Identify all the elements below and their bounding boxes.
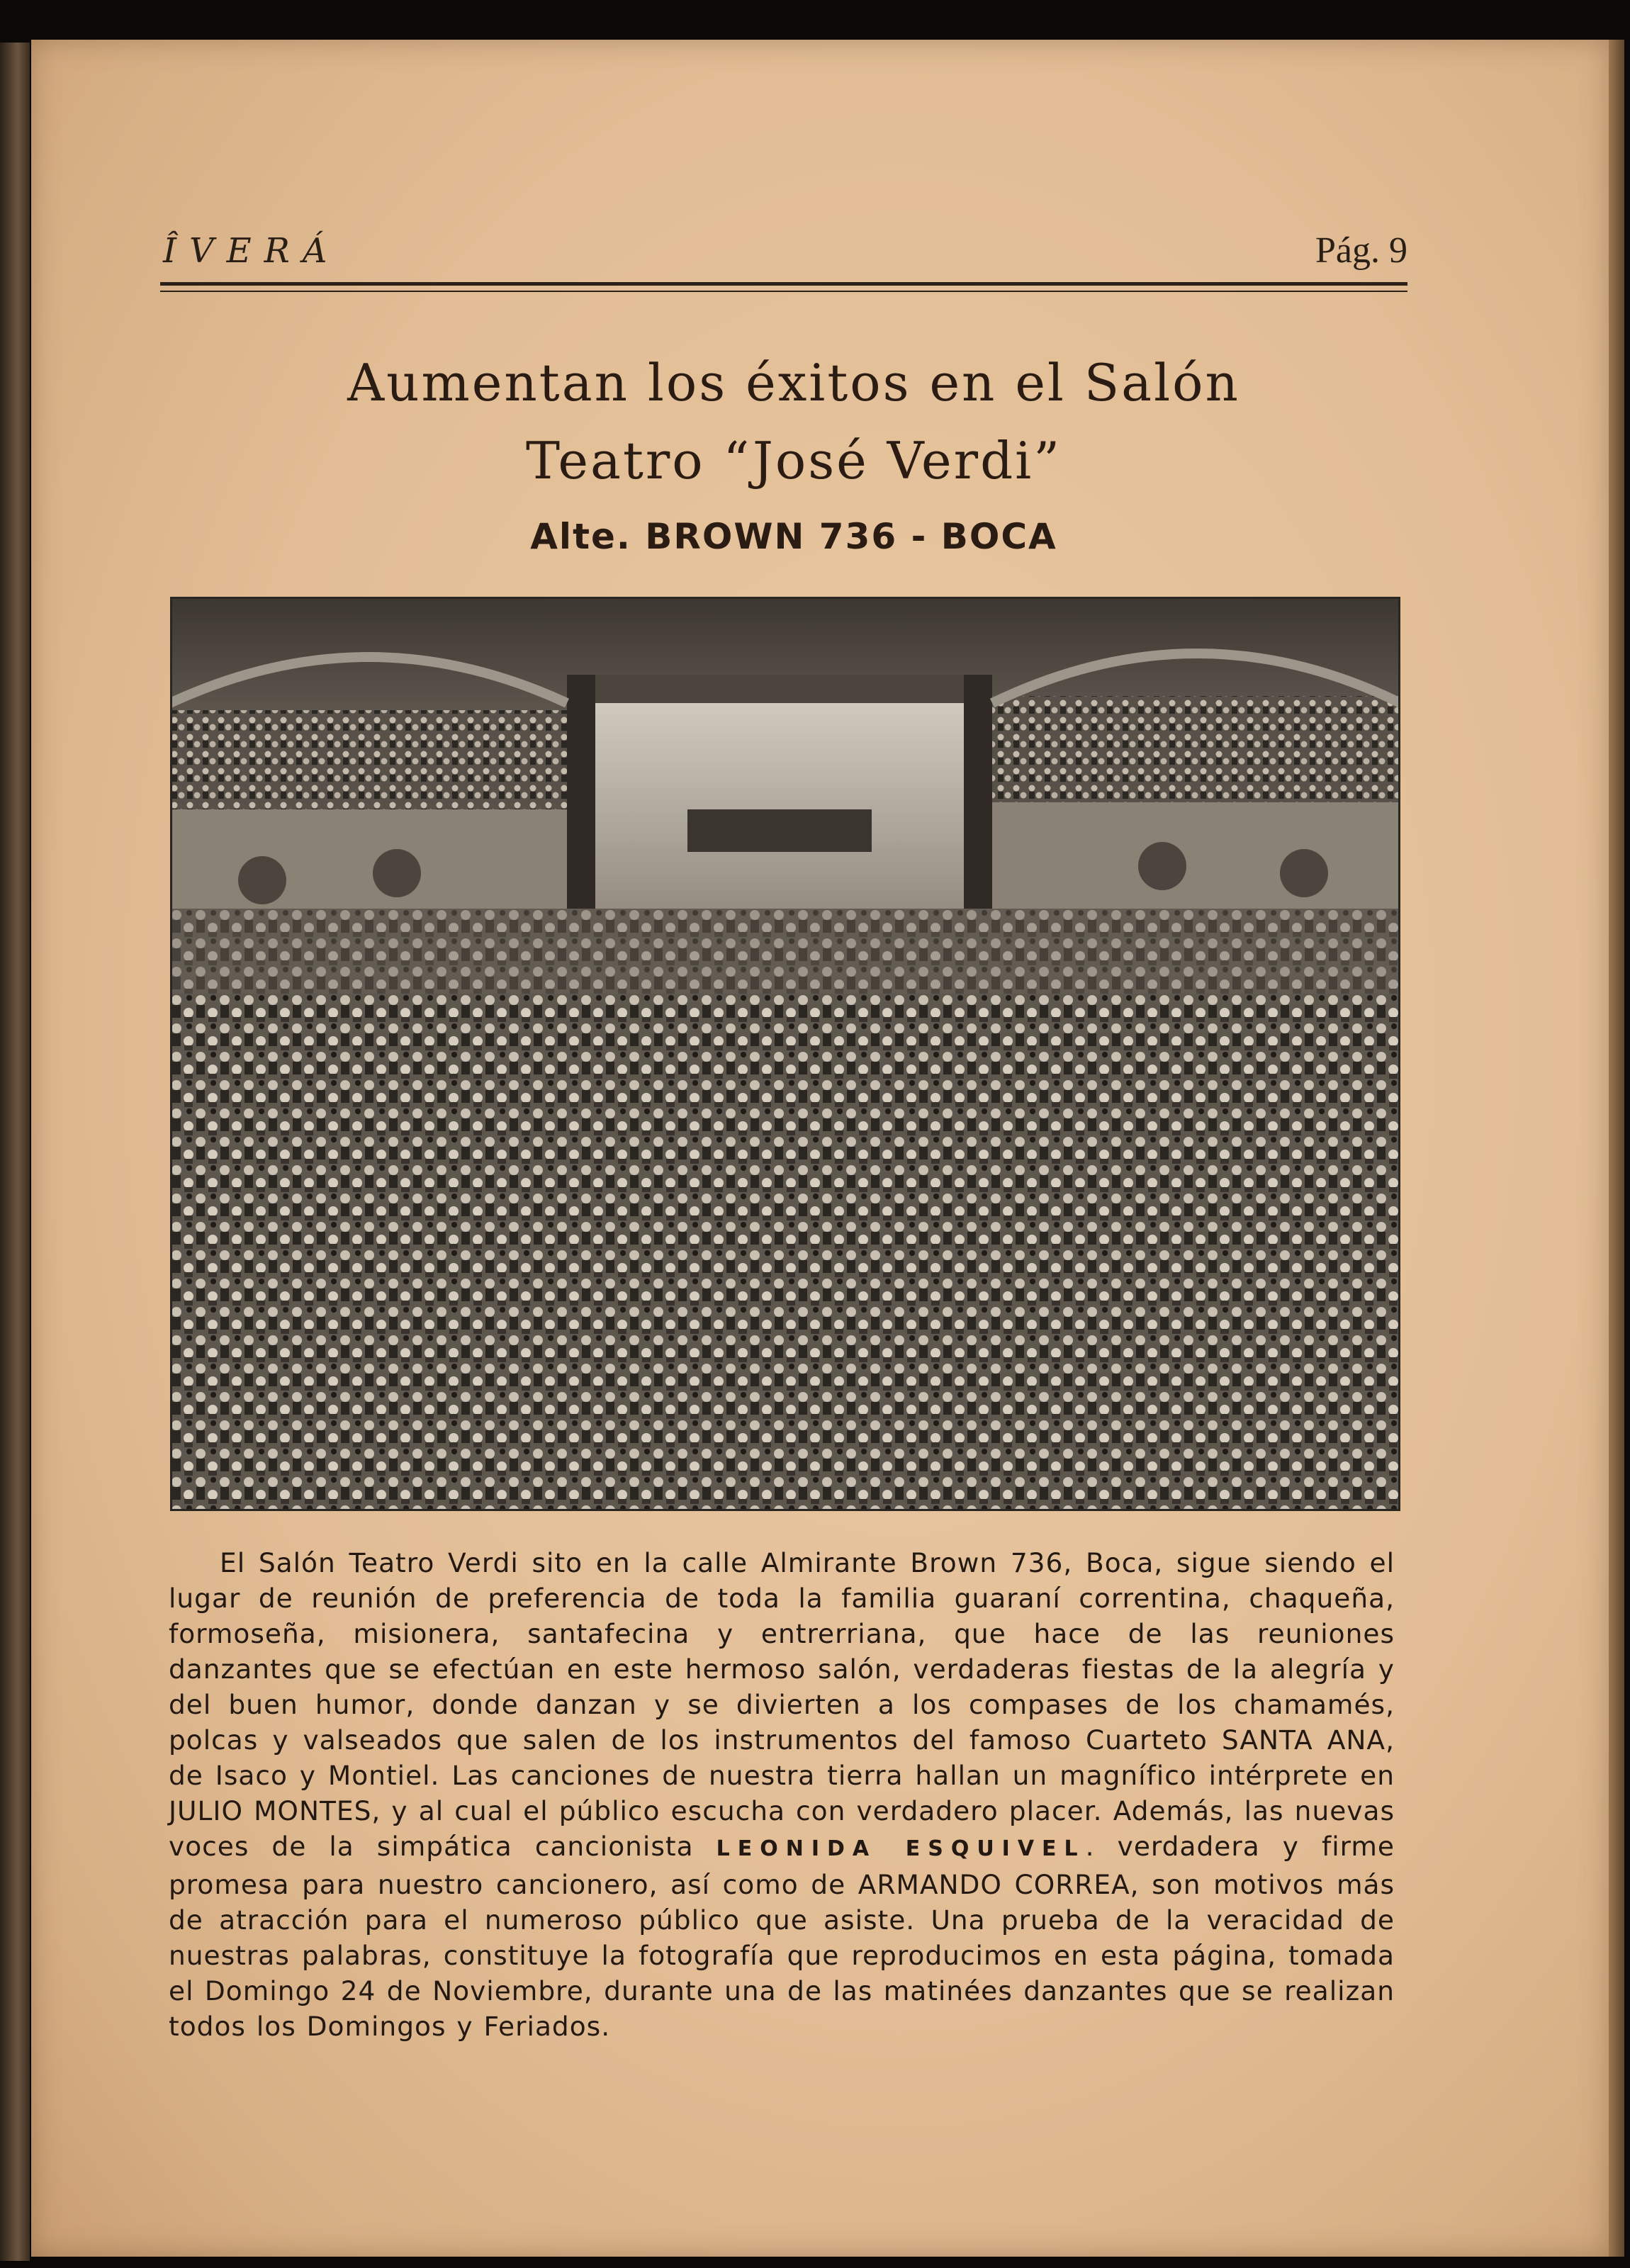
photo-left-balcony xyxy=(170,710,567,816)
header-rule-thin xyxy=(160,291,1407,292)
header-rule-thick xyxy=(160,282,1407,286)
photo-right-balcony xyxy=(992,696,1400,809)
singer-name: LEONIDA ESQUIVEL xyxy=(716,1836,1086,1861)
photo-dance-floor-crowd xyxy=(170,909,1400,1511)
photo-stage xyxy=(595,675,964,930)
article-address: Alte. BROWN 736 - BOCA xyxy=(530,516,1057,557)
article-body-part-1: El Salón Teatro Verdi sito en la calle Almirante Brown 736, Boca, sigue siendo el lugar de reunión de preferencia de toda la familia guaraní correntina, chaqueña, formoseña, misionera, santafecina y entrerriana, que hace de las reuniones danzantes que se efectúan en este hermoso salón, verdaderas fiestas de la alegría y del buen humor, donde danzan y se divierten a los compases de los chamamés, polcas y valseados que salen de los instrumentos del famoso Cuarteto SANTA ANA, de Isaco y Montiel. Las canciones de nuestra tierra hallan un magnífico intérprete en JULIO MONTES, y al cual el público escucha con verdadero placer. Además, las nuevas voces de la simpática cancionista xyxy=(169,1547,1395,1862)
running-head xyxy=(132,206,1407,276)
article-body-part-2: . verdadera y firme promesa para nuestro cancionero, así como de ARMANDO CORREA, son motivos más de atracción para el numeroso público que asiste. Una prueba de la veracidad de nuestras palabras, constituye la fotografía que reproducimos en esta página, tomada el Domingo 24 de Noviembre, durante una de las matinées danzantes que se realizan todos los Domingos y Feriados. xyxy=(169,1831,1395,2042)
article-body xyxy=(169,1545,1395,2044)
magazine-title: ÎVERÁ xyxy=(163,231,340,271)
headline-line-1: Aumentan los éxitos en el Salón xyxy=(347,353,1240,412)
page-number: Pág. 9 xyxy=(1315,230,1407,271)
page-right-edge xyxy=(1609,40,1624,2257)
headline-line-2: Teatro “José Verdi” xyxy=(525,431,1062,490)
article-headline xyxy=(163,344,1424,500)
previous-page-edge xyxy=(0,43,30,2261)
dance-hall-photo xyxy=(170,597,1400,1511)
